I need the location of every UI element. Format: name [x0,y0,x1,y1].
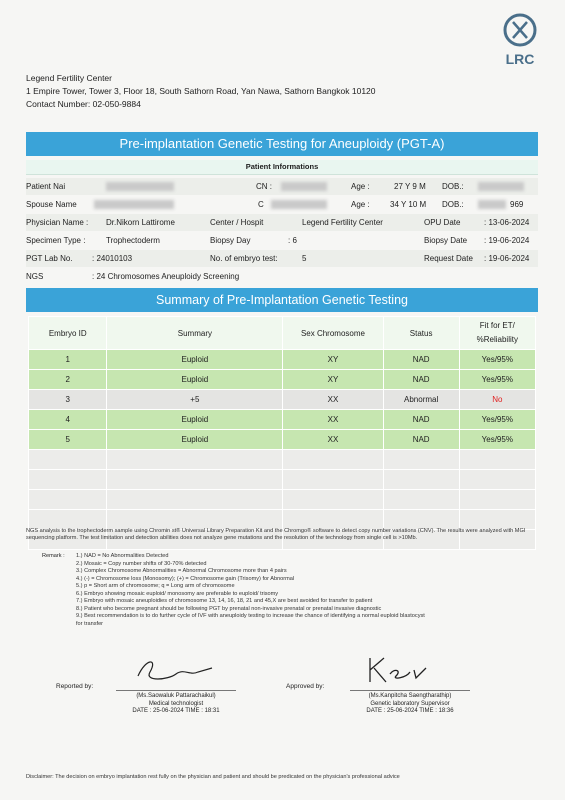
center-label: Center / Hospit [210,218,264,227]
age-label: Age : [351,182,370,191]
report-title: Pre-implantation Genetic Testing for Aneuploidy (PGT-A) [26,132,538,156]
approved-by-label: Approved by: [286,683,325,690]
fit: Yes/95% [459,370,535,390]
col-sex-chromosome: Sex Chromosome [283,317,383,350]
lab-no-row [26,250,538,267]
lab-address: 1 Empire Tower, Tower 3, Floor 18, South Sathorn Road, Yan Nawa, Sathorn Bangkok 10120 [26,86,376,96]
remark-item: 4.) (-) = Chromosome loss (Monosomy); (+) = Chromosome gain (Trisomy) for Abnormal [76,575,295,582]
opu-label: OPU Date [424,218,461,227]
table-row [29,370,536,390]
remark-item: 7.) Embryo with mosaic aneuploidies of chromosome 13, 14, 16, 18, 21 and 45,X are best avoided for transfer to patient [76,598,373,604]
cn-label: CN : [256,182,272,191]
spouse-dob-value: 969 [510,200,524,209]
biopsy-day-value: : 6 [288,236,297,245]
reporter-date: DATE : 25-06-2024 TIME : 18:31 [132,708,220,714]
lab-header [26,72,376,111]
spouse-cn-label: C [258,200,264,209]
lab-contact: Contact Number: 02-050-9884 [26,99,141,109]
summary: Euploid [107,370,283,390]
opu-value: : 13-06-2024 [484,218,530,227]
embryo-test-value: 5 [302,254,307,263]
spouse-label: Spouse Name [26,200,77,209]
empty-row [29,450,536,470]
empty-row [29,510,536,530]
col-embryo-id: Embryo ID [29,317,107,350]
center-value: Legend Fertility Center [302,218,383,227]
summary: +5 [107,390,283,410]
lrc-logo [494,10,546,70]
remark-item: for transfer [76,620,104,627]
ngs-analysis-note: NGS analysis to the trophectoderm sample using Chromin st® Universal Library Preparation Kit and the Chromgo® software to detect copy number variations (CNV). The results were analyzed with MGI sequencing platform. The test limitation and detection abilities does not analyze gene mutations and the resolution of the technology from single cell is >10Mb. [26,528,526,541]
specimen-label: Specimen Type : [26,236,86,245]
fit: No [459,390,535,410]
status: NAD [383,430,459,450]
empty-row [29,490,536,510]
remark-label: Remark : [42,553,65,559]
ngs-row [26,268,538,285]
approver-role: Genetic laboratory Supervisor [370,700,450,707]
col-fit [459,317,535,350]
status: Abnormal [383,390,459,410]
spouse-dob-label: DOB.: [442,200,464,209]
patient-section-title: Patient Informations [26,160,538,175]
redacted-spouse-dob [478,196,506,213]
table-row [29,350,536,370]
remarks-list [76,553,565,628]
approver-signature [362,652,442,688]
embryo-id: 2 [29,370,107,390]
physician-row [26,214,538,231]
reporter-signature [128,654,218,690]
specimen-value: Trophectoderm [106,236,160,245]
physician-value: Dr.Nikorn Lattirome [106,218,175,227]
reporter-block [106,690,246,716]
spouse-age-value: 34 Y 10 M [390,200,427,209]
col-fit-line1: Fit for ET/ [479,321,515,330]
summary: Euploid [107,410,283,430]
fit: Yes/95% [459,350,535,370]
fit: Yes/95% [459,410,535,430]
request-date-label: Request Date [424,254,473,263]
disclaimer: Disclaimer: The decision on embryo implantation rest fully on the physician and patient and should be predicated on the physician's professional advice [26,774,400,780]
remark-item: 6.) Embryo showing mosaic euploid/ monosomy are preferable to euploid/ trisomy [76,590,279,597]
approver-date: DATE : 25-06-2024 TIME : 18:36 [366,708,454,714]
spouse-row [26,196,538,213]
remark-item: 3.) Complex Chromosome Abnormalities = Abnormal Chromosome more than 4 pairs [76,568,287,574]
request-date-value: : 19-06-2024 [484,254,530,263]
ngs-value: : 24 Chromosomes Aneuploidy Screening [92,272,240,281]
remark-item: 8.) Patient who become pregnant should be following PGT by prenatal non-invasive prenatal or prenatal invasive diagnostic [76,605,382,612]
biopsy-date-value: : 19-06-2024 [484,236,530,245]
approver-block [340,690,480,716]
patient-name-label: Patient Nai [26,182,66,191]
sex-chromosome: XY [283,370,383,390]
results-table [28,316,536,550]
empty-row [29,470,536,490]
biopsy-day-label: Biopsy Day [210,236,251,245]
embryo-id: 5 [29,430,107,450]
ngs-label: NGS [26,272,44,281]
sex-chromosome: XX [283,390,383,410]
sex-chromosome: XY [283,350,383,370]
remark-item: 2.) Mosaic = Copy number shifts of 30-70% detected [76,560,207,567]
lab-no-label: PGT Lab No. [26,254,73,263]
col-fit-line2: %Reliability [476,335,518,344]
reporter-role: Medical technologist [148,700,204,707]
redacted-name [106,178,174,195]
redacted-cn [281,178,327,195]
approver-name: (Ms.Kanpitcha Saengtharathip) [368,693,452,699]
embryo-id: 1 [29,350,107,370]
status: NAD [383,370,459,390]
embryo-id: 3 [29,390,107,410]
remark-item: 5.) p = Short arm of chromosome; q = Long arm of chromosome [76,583,235,589]
sex-chromosome: XX [283,430,383,450]
summary-title: Summary of Pre-Implantation Genetic Testing [26,288,538,312]
status: NAD [383,410,459,430]
remark-item: 9.) Best recommendation is to do further cycle of IVF with aneuploidy testing to increase the chance of identifying a normal euploid blastocyst [76,613,425,619]
col-summary: Summary [107,317,283,350]
col-status: Status [383,317,459,350]
redacted-spouse [94,196,174,213]
redacted-spouse-cn [271,196,327,213]
biopsy-date-label: Biopsy Date [424,236,468,245]
remark-item: 1.) NAD = No Abnormalities Detected [76,553,169,559]
physician-label: Physician Name : [26,218,89,227]
embryo-id: 4 [29,410,107,430]
embryo-test-label: No. of embryo test: [210,254,278,263]
approver-sign-line [350,690,470,691]
table-row [29,390,536,410]
reported-by-label: Reported by: [56,683,94,690]
sex-chromosome: XX [283,410,383,430]
fit: Yes/95% [459,430,535,450]
table-row [29,430,536,450]
reporter-name: (Ms.Saowaluk Pattarachaikul) [136,693,216,699]
specimen-row [26,232,538,249]
summary: Euploid [107,430,283,450]
summary: Euploid [107,350,283,370]
status: NAD [383,350,459,370]
patient-row [26,178,538,195]
table-row [29,410,536,430]
results-header-row [29,317,536,350]
age-value: 27 Y 9 M [394,182,426,191]
spouse-age-label: Age : [351,200,370,209]
lab-no-value: : 24010103 [92,254,133,263]
dob-label: DOB.: [442,182,464,191]
logo-text: LRC [505,51,535,67]
redacted-dob [478,178,524,195]
reporter-sign-line [116,690,236,691]
lab-name: Legend Fertility Center [26,73,112,83]
